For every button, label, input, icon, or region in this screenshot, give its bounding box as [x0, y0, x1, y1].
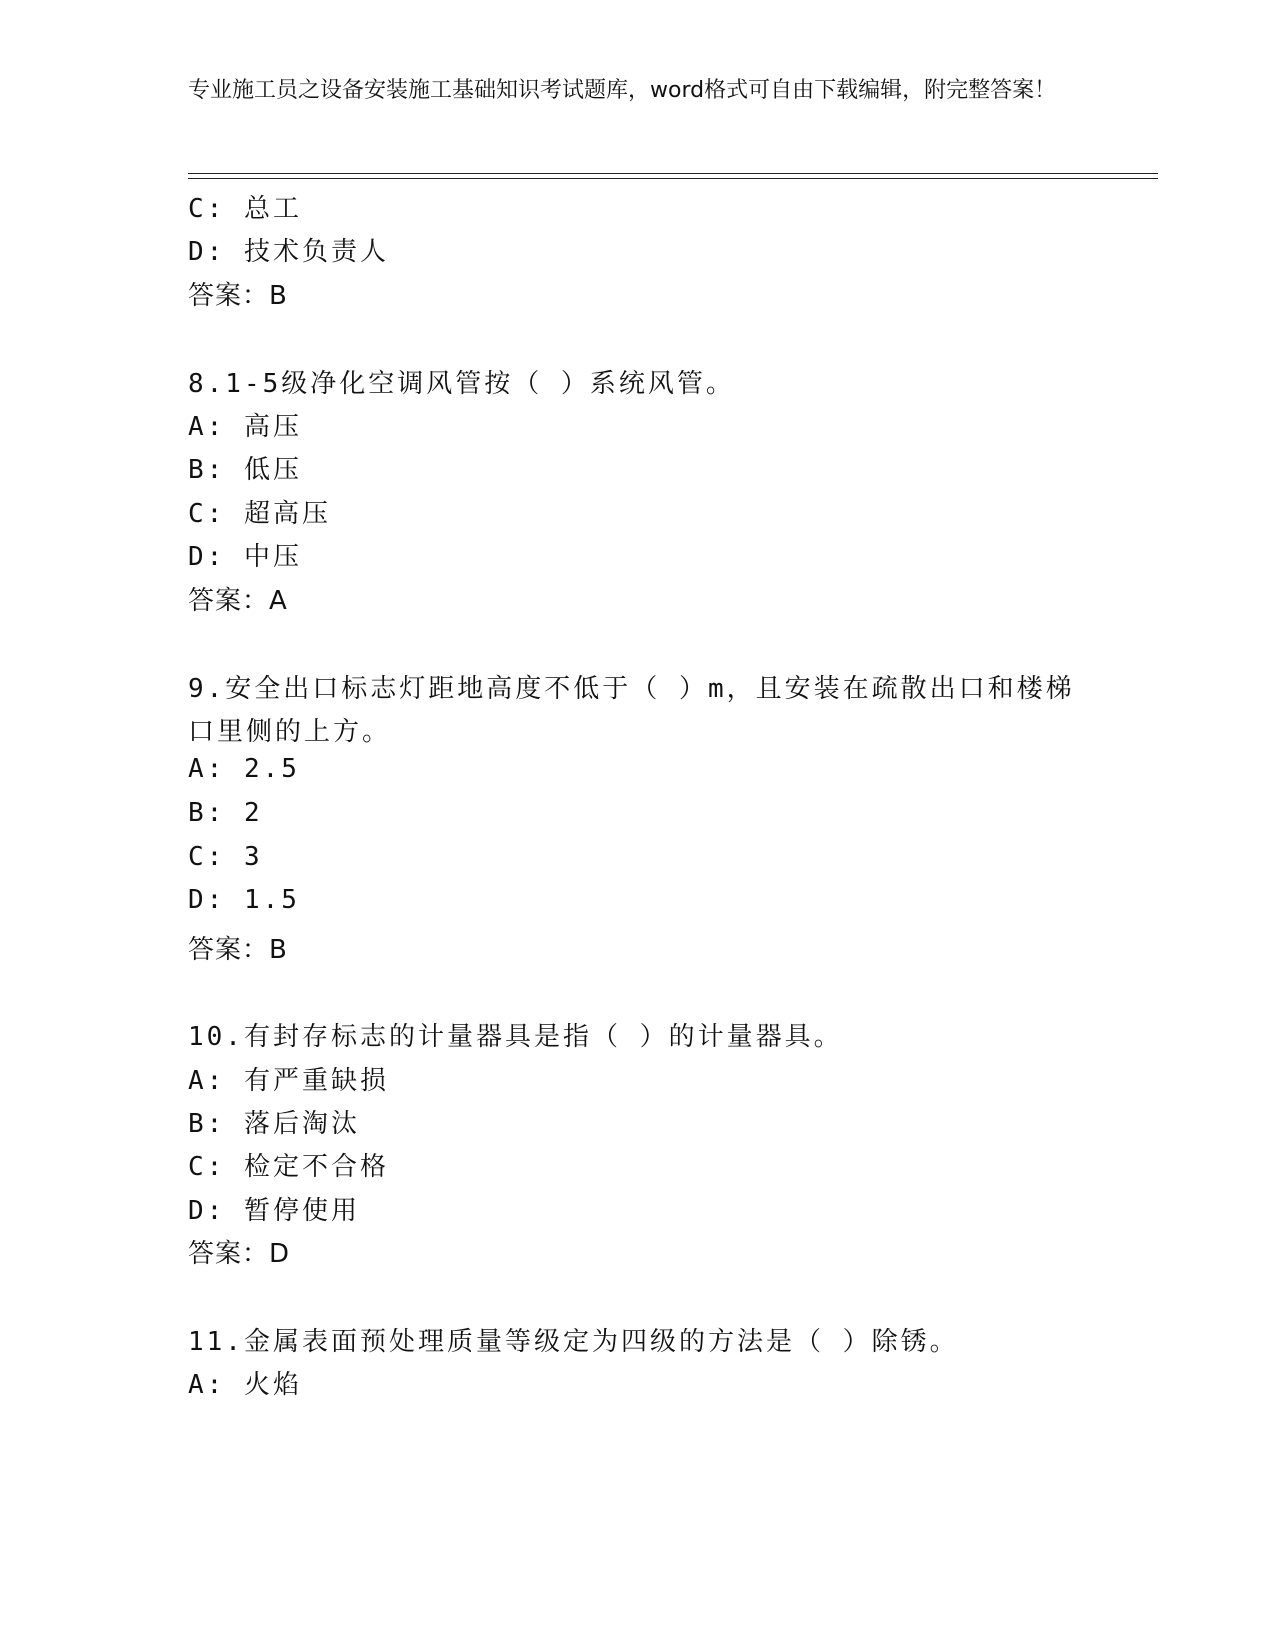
question-10-answer: 答案：D [188, 1239, 291, 1269]
question-10-option-c: C: 检定不合格 [188, 1152, 389, 1182]
option-d: D: 技术负责人 [188, 237, 389, 267]
answer-line: 答案：B [188, 281, 288, 311]
question-8-stem: 8.1-5级净化空调风管按（ ）系统风管。 [188, 369, 735, 399]
question-8-option-c: C: 超高压 [188, 499, 331, 529]
option-c: C: 总工 [188, 194, 302, 224]
document-header: 专业施工员之设备安装施工基础知识考试题库，word格式可自由下载编辑，附完整答案！ [188, 78, 1057, 103]
question-9-answer: 答案：B [188, 935, 288, 965]
header-rule-bottom [188, 178, 1158, 179]
question-8-answer: 答案：A [188, 586, 288, 616]
question-8-option-a: A: 高压 [188, 412, 302, 442]
question-9-option-d: D: 1.5 [188, 885, 300, 915]
question-10-option-b: B: 落后淘汰 [188, 1109, 360, 1139]
question-11-option-a: A: 火焰 [188, 1370, 302, 1400]
question-9-option-a: A: 2.5 [188, 754, 300, 784]
question-10-option-a: A: 有严重缺损 [188, 1066, 389, 1096]
question-8-option-b: B: 低压 [188, 455, 302, 485]
question-9-option-c: C: 3 [188, 842, 263, 872]
question-11-stem: 11.金属表面预处理质量等级定为四级的方法是（ ）除锈。 [188, 1327, 959, 1357]
header-rule-top [188, 173, 1158, 174]
question-9-option-b: B: 2 [188, 798, 263, 828]
question-9-stem-line2: 口里侧的上方。 [188, 717, 392, 747]
question-9-stem-line1: 9.安全出口标志灯距地高度不低于（ ）m，且安装在疏散出口和楼梯 [188, 674, 1075, 704]
question-8-option-d: D: 中压 [188, 542, 302, 572]
question-10-option-d: D: 暂停使用 [188, 1196, 360, 1226]
question-10-stem: 10.有封存标志的计量器具是指（ ）的计量器具。 [188, 1022, 843, 1052]
